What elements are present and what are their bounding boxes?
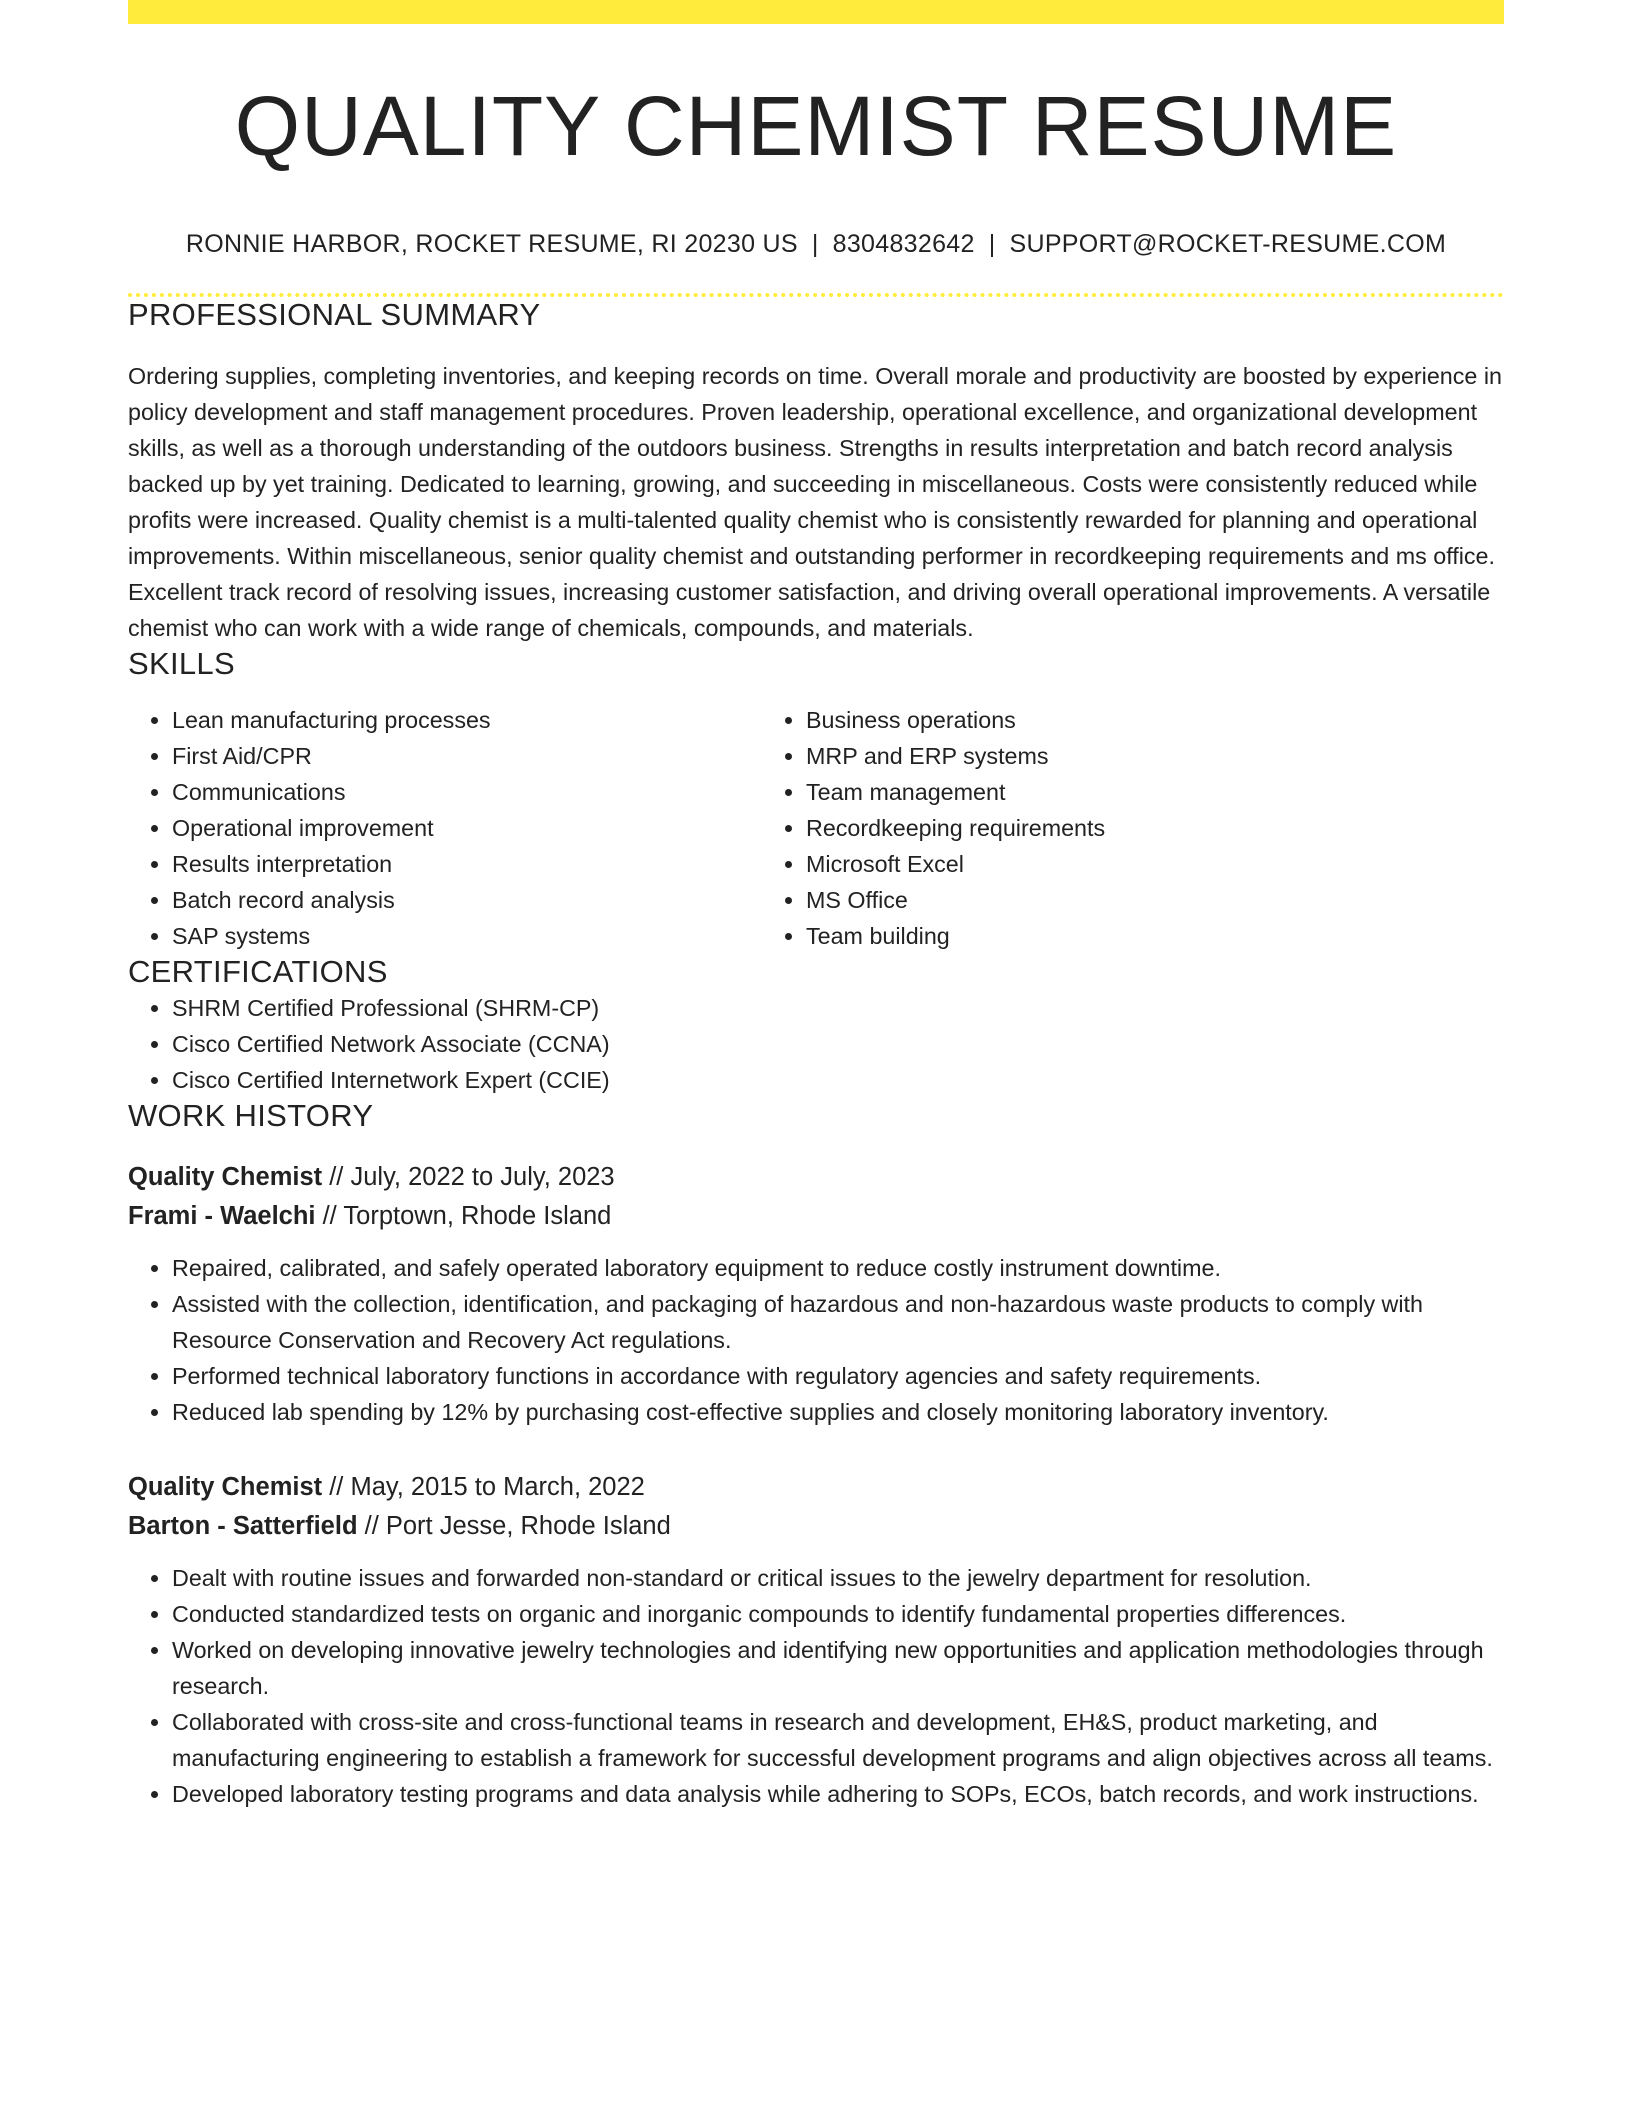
- job-bullet: • Reduced lab spending by 12% by purchasing cost-effective supplies and closely monitoring laboratory inventory.: [172, 1394, 1504, 1430]
- skill-item: • Results interpretation: [172, 846, 762, 882]
- job-company: Frami - Waelchi: [128, 1202, 316, 1231]
- skill-item: • Business operations: [806, 702, 1396, 738]
- contact-separator: |: [988, 230, 996, 259]
- job-dates: // May, 2015 to March, 2022: [322, 1473, 645, 1502]
- certification-item: • SHRM Certified Professional (SHRM-CP): [172, 990, 1504, 1026]
- contact-line: [128, 230, 1504, 259]
- resume-page: [128, 0, 1504, 1812]
- job-company: Barton - Satterfield: [128, 1512, 358, 1541]
- job-bullet: • Dealt with routine issues and forwarded non-standard or critical issues to the jewelry department for resolution.: [172, 1560, 1504, 1596]
- contact-separator: |: [811, 230, 819, 259]
- skills-left-list: [128, 702, 762, 954]
- skills-right-list: [762, 702, 1396, 954]
- skill-item: • Batch record analysis: [172, 882, 762, 918]
- certifications-list: [128, 990, 1504, 1098]
- certification-item: • Cisco Certified Network Associate (CCNA): [172, 1026, 1504, 1062]
- certification-item: • Cisco Certified Internetwork Expert (CCIE): [172, 1062, 1504, 1098]
- certifications-heading: CERTIFICATIONS: [128, 954, 388, 990]
- job-dates: // July, 2022 to July, 2023: [322, 1163, 615, 1192]
- skill-item: • MS Office: [806, 882, 1396, 918]
- summary-heading: PROFESSIONAL SUMMARY: [128, 297, 541, 333]
- job-title: Quality Chemist: [128, 1163, 323, 1192]
- skill-item: • Team building: [806, 918, 1396, 954]
- job-title-line: [128, 1468, 1504, 1507]
- job-bullet: • Repaired, calibrated, and safely operated laboratory equipment to reduce costly instrument downtime.: [172, 1250, 1504, 1286]
- job-bullet: • Performed technical laboratory functions in accordance with regulatory agencies and safety requirements.: [172, 1358, 1504, 1394]
- skill-item: • First Aid/CPR: [172, 738, 762, 774]
- job-bullet: • Developed laboratory testing programs and data analysis while adhering to SOPs, ECOs, batch records, and work instructions.: [172, 1776, 1504, 1812]
- skills-heading: SKILLS: [128, 646, 235, 682]
- skill-item: • Communications: [172, 774, 762, 810]
- job-bullets: [128, 1250, 1504, 1430]
- job-location: // Port Jesse, Rhode Island: [357, 1512, 671, 1541]
- contact-phone: 8304832642: [832, 230, 975, 259]
- skill-item: • Recordkeeping requirements: [806, 810, 1396, 846]
- accent-bar: [128, 0, 1504, 24]
- job-title-line: [128, 1158, 1504, 1197]
- contact-email[interactable]: SUPPORT@ROCKET-RESUME.COM: [1009, 230, 1447, 259]
- job-entry: [128, 1468, 1504, 1812]
- job-bullet: • Assisted with the collection, identification, and packaging of hazardous and non-hazardous waste products to comply with Resource Conservation and Recovery Act regulations.: [172, 1286, 1504, 1358]
- job-location: // Torptown, Rhode Island: [315, 1202, 612, 1231]
- skill-item: • Operational improvement: [172, 810, 762, 846]
- skill-item: • Microsoft Excel: [806, 846, 1396, 882]
- job-company-line: [128, 1507, 1504, 1546]
- job-entry: [128, 1158, 1504, 1430]
- skill-item: • SAP systems: [172, 918, 762, 954]
- job-company-line: [128, 1197, 1504, 1236]
- job-title: Quality Chemist: [128, 1473, 323, 1502]
- job-bullet: • Worked on developing innovative jewelry technologies and identifying new opportunities and application methodologies through research.: [172, 1632, 1504, 1704]
- resume-title: QUALITY CHEMIST RESUME: [234, 79, 1398, 173]
- skill-item: • MRP and ERP systems: [806, 738, 1396, 774]
- summary-text: Ordering supplies, completing inventories, and keeping records on time. Overall morale and productivity are boosted by experience in policy development and staff management procedures. Proven leadership, operational excellence, and organizational development skills, as well as a thorough understanding of the outdoors business. Strengths in results interpretation and batch record analysis backed up by yet training. Dedicated to learning, growing, and succeeding in miscellaneous. Costs were consistently reduced while profits were increased. Quality chemist is a multi-talented quality chemist who is consistently rewarded for planning and operational improvements. Within miscellaneous, senior quality chemist and outstanding performer in recordkeeping requirements and ms office. Excellent track record of resolving issues, increasing customer satisfaction, and driving overall operational improvements. A versatile chemist who can work with a wide range of chemicals, compounds, and materials.: [128, 363, 1502, 642]
- contact-address: RONNIE HARBOR, ROCKET RESUME, RI 20230 US: [185, 230, 798, 259]
- work-history-heading: WORK HISTORY: [128, 1098, 374, 1134]
- skill-item: • Lean manufacturing processes: [172, 702, 762, 738]
- job-bullet: • Collaborated with cross-site and cross-functional teams in research and development, EH&S, product marketing, and manufacturing engineering to establish a framework for successful development programs and align objectives across all teams.: [172, 1704, 1504, 1776]
- skill-item: • Team management: [806, 774, 1396, 810]
- skills-columns: [128, 702, 1504, 954]
- job-bullets: [128, 1560, 1504, 1812]
- job-bullet: • Conducted standardized tests on organic and inorganic compounds to identify fundamental properties differences.: [172, 1596, 1504, 1632]
